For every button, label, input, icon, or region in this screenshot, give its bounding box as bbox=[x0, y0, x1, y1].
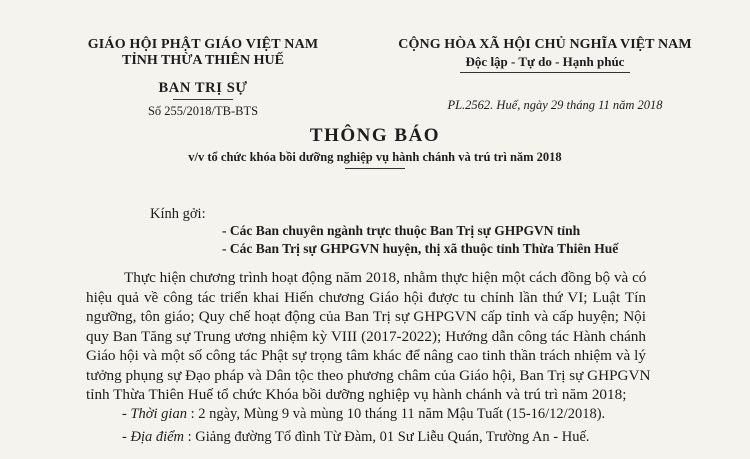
detail-value: : Giảng đường Tổ đình Từ Đàm, 01 Sư Liễu Quán, Trường An - Huế. bbox=[187, 429, 590, 445]
body-line: Thực hiện chương trình hoạt động năm 2018, nhằm thực hiện một cách đồng bộ và có bbox=[124, 269, 647, 286]
body-line: tưởng phụng sự Đạo pháp và Dân tộc theo phương châm của Giáo hội, Ban Trị sự GHPGVN bbox=[86, 366, 651, 384]
detail-label: Thời gian bbox=[130, 406, 187, 422]
body-line: quy Ban Tăng sự Trung ương nhiệm kỳ VIII (2017-2022); Hướng dẫn công tác Hành chánh bbox=[86, 327, 646, 345]
national-title: CỘNG HÒA XÃ HỘI CHỦ NGHĨA VIỆT NAM bbox=[398, 37, 692, 52]
issuer-board: BAN TRỊ SỰ bbox=[158, 80, 248, 96]
issuer-underline bbox=[173, 99, 233, 100]
body-paragraph bbox=[86, 268, 651, 405]
recipient-list bbox=[222, 222, 618, 258]
body-line: ngưỡng, tôn giáo; Quy chế hoạt động của Ban Trị sự GHPGVN cấp tỉnh và cấp huyện; Nội bbox=[86, 308, 646, 325]
body-line: hiệu quả về công tác triển khai Hiến chương Giáo hội được tu chỉnh lần thứ VI; Luật Tín bbox=[86, 288, 646, 306]
detail-value: : 2 ngày, Mùng 9 và mùng 10 tháng 11 năm Mậu Tuất (15-16/12/2018). bbox=[190, 406, 606, 422]
issuer-org-line2: TỈNH THỪA THIÊN HUẾ bbox=[122, 53, 284, 68]
greeting: Kính gởi: bbox=[150, 206, 206, 222]
issuer-header bbox=[58, 37, 348, 119]
recipient-item: - Các Ban Trị sự GHPGVN huyện, thị xã thuộc tỉnh Thừa Thiên Huế bbox=[222, 241, 619, 256]
subtitle-underline bbox=[345, 168, 405, 169]
document-number: Số 255/2018/TB-BTS bbox=[147, 104, 259, 118]
national-motto: Độc lập - Tự do - Hạnh phúc bbox=[465, 54, 625, 69]
body-line: Giáo hội và một số công tác Phật sự trọng tâm khác để nâng cao tinh thần trách nhiệm và lý bbox=[86, 347, 646, 364]
national-header bbox=[380, 37, 710, 113]
detail-time: - Thời gian : 2 ngày, Mùng 9 và mùng 10 tháng 11 năm Mậu Tuất (15-16/12/2018). bbox=[122, 406, 606, 422]
document-date: PL.2562. Huế, ngày 29 tháng 11 năm 2018 bbox=[447, 98, 663, 112]
issuer-org-line1: GIÁO HỘI PHẬT GIÁO VIỆT NAM bbox=[87, 37, 319, 52]
detail-location: - Địa điểm : Giảng đường Tổ đình Từ Đàm, 01 Sư Liễu Quán, Trường An - Huế. bbox=[122, 429, 590, 445]
document-subtitle: v/v tổ chức khóa bồi dưỡng nghiệp vụ hành chánh và trú trì năm 2018 bbox=[188, 150, 562, 164]
body-line: tỉnh Thừa Thiên Huế tổ chức Khóa bồi dưỡng nghiệp vụ hành chánh và trú trì năm 2018; bbox=[86, 386, 627, 403]
motto-underline bbox=[460, 72, 630, 73]
recipient-item: - Các Ban chuyên ngành trực thuộc Ban Trị sự GHPGVN tỉnh bbox=[222, 223, 581, 238]
document-title: THÔNG BÁO bbox=[309, 125, 441, 146]
detail-label: Địa điểm bbox=[130, 429, 185, 445]
